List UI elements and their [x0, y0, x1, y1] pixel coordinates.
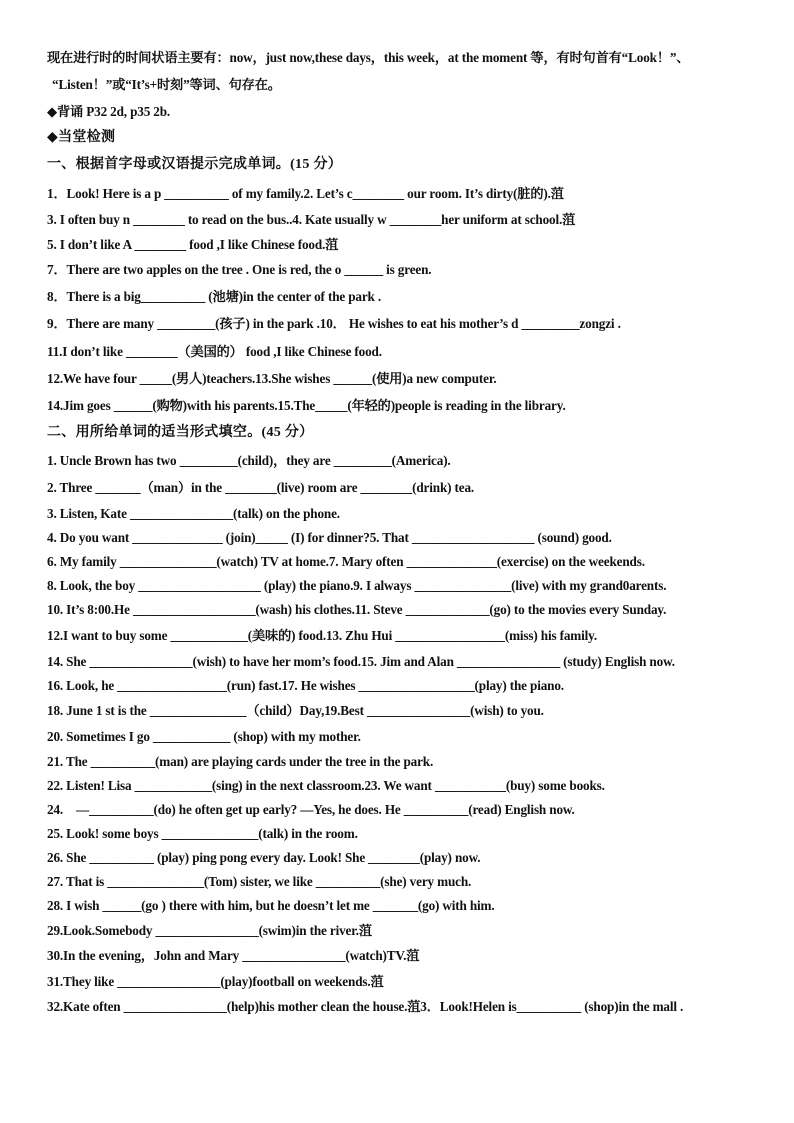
- section2-line: 31.They like ________________(play)football on weekends.菹: [47, 974, 384, 989]
- section2-line: 32.Kate often ________________(help)his mother clean the house.菹3．Look!Helen is__________ (shop)in the mall .: [47, 999, 684, 1014]
- intro-line-2: “Listen！”或“It’s+时刻”等词、句存在。: [52, 77, 281, 92]
- section2-line: 2. Three _______（man）in the ________(live) room are ________(drink) tea.: [47, 480, 475, 495]
- section2-line: 3. Listen, Kate ________________(talk) on the phone.: [47, 506, 340, 521]
- section1-line: 9．There are many _________(孩子) in the park .10． He wishes to eat his mother’s d _________zongzi .: [47, 316, 621, 331]
- section2-line: 14. She ________________(wish) to have her mom’s food.15. Jim and Alan ________________ (study) English now.: [47, 654, 675, 669]
- intro-line-1: 现在进行时的时间状语主要有：now，just now,these days，this week，at the moment 等，有时句首有“Look！”、: [47, 50, 690, 65]
- section2-line: 25. Look! some boys _______________(talk) in the room.: [47, 826, 358, 841]
- section2-line: 22. Listen! Lisa ____________(sing) in the next classroom.23. We want ___________(buy) some books.: [47, 778, 605, 793]
- section1-line: 8．There is a big__________ (池塘)in the center of the park .: [47, 289, 382, 304]
- section2-line: 28. I wish ______(go ) there with him, but he doesn’t let me _______(go) with him.: [47, 898, 495, 913]
- section1-line: 14.Jim goes ______(购物)with his parents.15.The_____(年轻的)people is reading in the library.: [47, 398, 566, 413]
- section1-line: 11.I don’t like ________（美国的） food ,I like Chinese food.: [47, 344, 382, 359]
- section1-line: 1．Look! Here is a p __________ of my family.2. Let’s c________ our room. It’s dirty(脏的).菹: [47, 186, 564, 201]
- section1-line: 3. I often buy n ________ to read on the bus..4. Kate usually w ________her uniform at school.菹: [47, 212, 576, 227]
- section1-heading: 一、根据首字母或汉语提示完成单词。(15 分）: [47, 157, 343, 172]
- section2-line: 27. That is _______________(Tom) sister, we like __________(she) very much.: [47, 874, 472, 889]
- section2-line: 24. —__________(do) he often get up early? —Yes, he does. He __________(read) English now.: [47, 802, 575, 817]
- section2-heading: 二、用所给单词的适当形式填空。(45 分）: [47, 425, 314, 440]
- section2-line: 21. The __________(man) are playing cards under the tree in the park.: [47, 754, 434, 769]
- section1-line: 7．There are two apples on the tree . One is red, the o ______ is green.: [47, 262, 432, 277]
- section2-line: 30.In the evening，John and Mary ________________(watch)TV.菹: [47, 948, 420, 963]
- section2-line: 8. Look, the boy ___________________ (play) the piano.9. I always _______________(live) with my grand0arents.: [47, 578, 667, 593]
- check-heading: ◆当堂检测: [47, 130, 116, 145]
- section1-line: 12.We have four _____(男人)teachers.13.She wishes ______(使用)a new computer.: [47, 371, 497, 386]
- section1-line: 5. I don’t like A ________ food ,I like Chinese food.菹: [47, 237, 339, 252]
- section2-line: 12.I want to buy some ____________(美味的) food.13. Zhu Hui _________________(miss) his family.: [47, 628, 598, 643]
- recite-note: ◆背诵 P32 2d, p35 2b.: [47, 104, 171, 119]
- section2-line: 29.Look.Somebody ________________(swim)in the river.菹: [47, 923, 372, 938]
- section2-line: 6. My family _______________(watch) TV at home.7. Mary often ______________(exercise) on the weekends.: [47, 554, 645, 569]
- section2-line: 26. She __________ (play) ping pong every day. Look! She ________(play) now.: [47, 850, 481, 865]
- section2-line: 20. Sometimes I go ____________ (shop) with my mother.: [47, 729, 361, 744]
- section2-line: 1. Uncle Brown has two _________(child)，they are _________(America).: [47, 453, 451, 468]
- section2-line: 10. It’s 8:00.He ___________________(wash) his clothes.11. Steve _____________(go) to the movies every Sunday.: [47, 602, 667, 617]
- section2-line: 4. Do you want ______________ (join)_____ (I) for dinner?5. That ___________________ (sound) good.: [47, 530, 612, 545]
- section2-line: 18. June 1 st is the _______________（child）Day,19.Best ________________(wish) to you.: [47, 703, 544, 718]
- section2-line: 16. Look, he _________________(run) fast.17. He wishes __________________(play) the piano.: [47, 678, 564, 693]
